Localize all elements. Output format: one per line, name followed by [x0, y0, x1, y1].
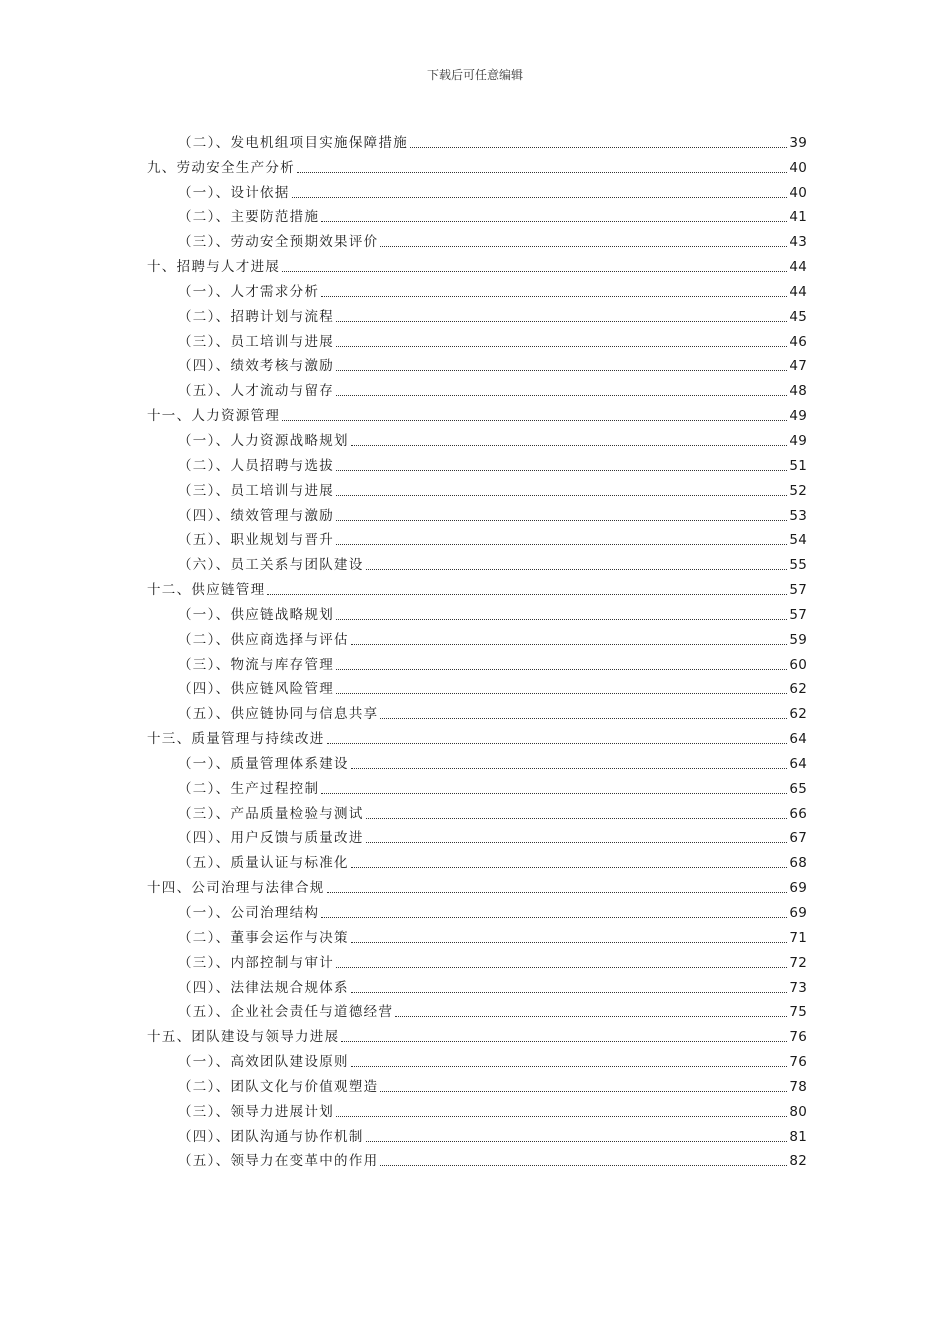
toc-dot-leader — [410, 147, 787, 148]
toc-page-number: 64 — [789, 731, 807, 748]
toc-page-number: 44 — [789, 259, 807, 276]
toc-entry-title: 十一、人力资源管理 — [147, 408, 281, 425]
toc-page-number: 78 — [789, 1078, 807, 1095]
toc-entry-title: （二）、生产过程控制 — [178, 780, 320, 797]
toc-page-number: 48 — [789, 383, 807, 400]
toc-section-entry[interactable] — [147, 1145, 807, 1170]
toc-chapter-entry[interactable] — [147, 250, 807, 275]
toc-page-number: 57 — [789, 582, 807, 599]
toc-section-entry[interactable] — [147, 374, 807, 399]
toc-page-number: 59 — [789, 631, 807, 648]
toc-section-entry[interactable] — [147, 424, 807, 449]
toc-section-entry[interactable] — [147, 300, 807, 325]
toc-entry-title: （二）、主要防范措施 — [178, 209, 320, 226]
toc-entry-title: （三）、员工培训与进展 — [178, 333, 335, 350]
toc-page-number: 71 — [789, 929, 807, 946]
toc-page-number: 62 — [789, 706, 807, 723]
toc-page-number: 80 — [789, 1103, 807, 1120]
toc-page-number: 52 — [789, 482, 807, 499]
toc-section-entry[interactable] — [147, 673, 807, 698]
toc-page-number: 46 — [789, 333, 807, 350]
toc-entry-title: （一）、设计依据 — [178, 184, 290, 201]
toc-page-number: 54 — [789, 532, 807, 549]
toc-page-number: 75 — [789, 1004, 807, 1021]
toc-section-entry[interactable] — [147, 275, 807, 300]
toc-section-entry[interactable] — [147, 822, 807, 847]
toc-dot-leader — [321, 296, 787, 297]
toc-chapter-entry[interactable] — [147, 573, 807, 598]
toc-section-entry[interactable] — [147, 449, 807, 474]
toc-dot-leader — [380, 246, 787, 247]
toc-chapter-entry[interactable] — [147, 871, 807, 896]
toc-section-entry[interactable] — [147, 474, 807, 499]
toc-entry-title: （二）、董事会运作与决策 — [178, 929, 349, 946]
toc-section-entry[interactable] — [147, 1120, 807, 1145]
toc-section-entry[interactable] — [147, 325, 807, 350]
toc-chapter-entry[interactable] — [147, 722, 807, 747]
toc-entry-title: （三）、员工培训与进展 — [178, 482, 335, 499]
toc-page-number: 66 — [789, 805, 807, 822]
toc-page-number: 69 — [789, 880, 807, 897]
toc-section-entry[interactable] — [147, 846, 807, 871]
toc-page-number: 49 — [789, 408, 807, 425]
toc-section-entry[interactable] — [147, 697, 807, 722]
toc-entry-title: （四）、绩效考核与激励 — [178, 358, 335, 375]
toc-dot-leader — [297, 172, 787, 173]
toc-dot-leader — [351, 867, 788, 868]
toc-section-entry[interactable] — [147, 350, 807, 375]
toc-entry-title: （五）、人才流动与留存 — [178, 383, 335, 400]
toc-dot-leader — [292, 197, 788, 198]
toc-section-entry[interactable] — [147, 648, 807, 673]
toc-dot-leader — [336, 470, 787, 471]
toc-dot-leader — [380, 718, 787, 719]
toc-page-number: 72 — [789, 954, 807, 971]
toc-entry-title: （一）、高效团队建设原则 — [178, 1054, 349, 1071]
toc-dot-leader — [366, 1141, 788, 1142]
toc-page-number: 51 — [789, 457, 807, 474]
toc-dot-leader — [351, 942, 788, 943]
toc-page-number: 62 — [789, 681, 807, 698]
toc-entry-title: （五）、领导力在变革中的作用 — [178, 1153, 379, 1170]
toc-section-entry[interactable] — [147, 772, 807, 797]
toc-entry-title: （三）、劳动安全预期效果评价 — [178, 234, 379, 251]
toc-page-number: 73 — [789, 979, 807, 996]
toc-dot-leader — [336, 346, 787, 347]
toc-entry-title: （四）、供应链风险管理 — [178, 681, 335, 698]
toc-entry-title: （二）、招聘计划与流程 — [178, 308, 335, 325]
toc-dot-leader — [380, 1091, 787, 1092]
toc-page-number: 76 — [789, 1054, 807, 1071]
toc-section-entry[interactable] — [147, 1095, 807, 1120]
toc-dot-leader — [282, 271, 787, 272]
toc-entry-title: （一）、人才需求分析 — [178, 283, 320, 300]
toc-entry-title: （三）、产品质量检验与测试 — [178, 805, 364, 822]
toc-section-entry[interactable] — [147, 548, 807, 573]
toc-chapter-entry[interactable] — [147, 1020, 807, 1045]
toc-page-number: 45 — [789, 308, 807, 325]
toc-section-entry[interactable] — [147, 971, 807, 996]
toc-page-number: 53 — [789, 507, 807, 524]
toc-dot-leader — [395, 1016, 787, 1017]
toc-entry-title: （一）、公司治理结构 — [178, 905, 320, 921]
toc-dot-leader — [336, 1116, 787, 1117]
toc-section-entry[interactable] — [147, 996, 807, 1021]
toc-dot-leader — [336, 370, 787, 371]
toc-entry-title: （四）、绩效管理与激励 — [178, 507, 335, 524]
toc-dot-leader — [336, 967, 787, 968]
toc-section-entry[interactable] — [147, 797, 807, 822]
toc-dot-leader — [321, 221, 787, 222]
toc-dot-leader — [336, 495, 787, 496]
toc-page-number: 60 — [789, 656, 807, 673]
toc-entry-title: （二）、发电机组项目实施保障措施 — [178, 134, 409, 151]
toc-entry-title: （一）、质量管理体系建设 — [178, 755, 349, 772]
toc-entry-title: 十四、公司治理与法律合规 — [147, 880, 325, 897]
toc-dot-leader — [366, 842, 788, 843]
toc-page-number: 64 — [789, 755, 807, 772]
toc-section-entry[interactable] — [147, 747, 807, 772]
toc-entry-title: 十二、供应链管理 — [147, 582, 266, 599]
toc-page-number: 49 — [789, 432, 807, 449]
toc-entry-title: 十、招聘与人才进展 — [147, 259, 281, 276]
toc-dot-leader — [321, 793, 787, 794]
toc-section-entry[interactable] — [147, 524, 807, 549]
toc-dot-leader — [336, 669, 787, 670]
toc-entry-title: （四）、团队沟通与协作机制 — [178, 1128, 364, 1145]
toc-dot-leader — [351, 1066, 788, 1067]
toc-entry-title: （二）、团队文化与价值观塑造 — [178, 1078, 379, 1095]
toc-chapter-entry[interactable] — [147, 399, 807, 424]
toc-dot-leader — [351, 644, 788, 645]
toc-entry-title: （二）、人员招聘与选拔 — [178, 457, 335, 474]
toc-dot-leader — [327, 743, 788, 744]
toc-dot-leader — [336, 321, 787, 322]
toc-page-number: 68 — [789, 855, 807, 872]
toc-dot-leader — [336, 693, 787, 694]
toc-entry-title: （一）、供应链战略规划 — [178, 606, 335, 623]
toc-dot-leader — [351, 445, 788, 446]
toc-dot-leader — [336, 395, 787, 396]
toc-dot-leader — [282, 420, 787, 421]
toc-dot-leader — [327, 892, 788, 893]
toc-page-number: 76 — [789, 1029, 807, 1046]
toc-dot-leader — [336, 544, 787, 545]
toc-dot-leader — [351, 768, 788, 769]
toc-entry-title: （六）、员工关系与团队建设 — [178, 557, 364, 574]
toc-entry-title: （四）、用户反馈与质量改进 — [178, 830, 364, 847]
toc-page-number: 55 — [789, 557, 807, 574]
toc-page-number: 44 — [789, 283, 807, 300]
toc-chapter-entry[interactable] — [147, 151, 807, 176]
toc-dot-leader — [336, 520, 787, 521]
page-header: 下载后可任意编辑 — [426, 68, 523, 82]
toc-section-entry[interactable] — [147, 921, 807, 946]
toc-entry-title: （五）、质量认证与标准化 — [178, 855, 349, 872]
toc-entry-title: （四）、法律法规合规体系 — [178, 979, 349, 996]
toc-entry-title: （三）、内部控制与审计 — [178, 954, 335, 971]
toc-entry-title: （二）、供应商选择与评估 — [178, 631, 349, 648]
toc-section-entry[interactable] — [147, 499, 807, 524]
toc-entry-title: 十三、质量管理与持续改进 — [147, 731, 325, 748]
toc-section-entry[interactable] — [147, 1070, 807, 1095]
toc-section-entry[interactable] — [147, 946, 807, 971]
toc-section-entry[interactable] — [147, 126, 807, 151]
toc-dot-leader — [267, 594, 787, 595]
toc-section-entry[interactable] — [147, 1045, 807, 1070]
toc-page-number: 67 — [789, 830, 807, 847]
toc-page-number: 82 — [789, 1153, 807, 1170]
toc-entry-title: 九、劳动安全生产分析 — [147, 159, 295, 176]
toc-page-number: 43 — [789, 234, 807, 251]
toc-entry-title: 十五、团队建设与领导力进展 — [147, 1029, 340, 1046]
toc-entry-title: （五）、企业社会责任与道德经营 — [178, 1004, 394, 1021]
toc-entry-title: （三）、物流与库存管理 — [178, 656, 335, 673]
toc-section-entry[interactable] — [147, 598, 807, 623]
toc-page-number: 57 — [789, 606, 807, 623]
toc-entry-title: （一）、人力资源战略规划 — [178, 432, 349, 449]
toc-dot-leader — [366, 818, 788, 819]
toc-section-entry[interactable] — [147, 896, 807, 921]
toc-dot-leader — [341, 1041, 787, 1042]
toc-page-number: 69 — [789, 905, 807, 921]
toc-entry-title: （五）、供应链协同与信息共享 — [178, 706, 379, 723]
toc-dot-leader — [321, 917, 787, 918]
toc-dot-leader — [380, 1165, 787, 1166]
toc-dot-leader — [336, 619, 787, 620]
toc-section-entry[interactable] — [147, 176, 807, 201]
toc-entry-title: （五）、职业规划与晋升 — [178, 532, 335, 549]
toc-page-number: 39 — [789, 134, 807, 151]
toc-section-entry[interactable] — [147, 623, 807, 648]
toc-dot-leader — [351, 992, 788, 993]
toc-entry-title: （三）、领导力进展计划 — [178, 1103, 335, 1120]
toc-page-number: 81 — [789, 1128, 807, 1145]
table-of-contents — [147, 126, 807, 1169]
toc-page-number: 40 — [789, 184, 807, 201]
toc-section-entry[interactable] — [147, 201, 807, 226]
toc-page-number: 41 — [789, 209, 807, 226]
toc-page-number: 47 — [789, 358, 807, 375]
toc-page-number: 65 — [789, 780, 807, 797]
toc-section-entry[interactable] — [147, 225, 807, 250]
toc-page-number: 40 — [789, 159, 807, 176]
toc-dot-leader — [366, 569, 788, 570]
